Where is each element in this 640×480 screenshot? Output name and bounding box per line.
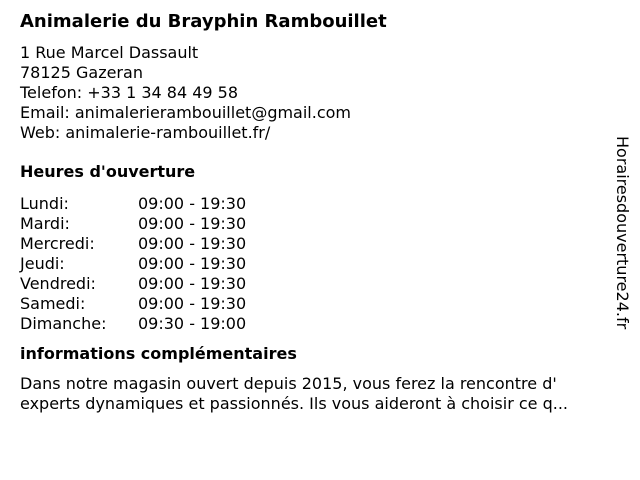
hours-row-mercredi [20,234,620,254]
hours-row-jeudi [20,254,620,274]
watermark-text: Horairesdouverture24.fr [613,136,632,330]
time-range: 09:30 - 19:00 [138,314,247,333]
day-label: Lundi: [20,194,69,213]
time-range: 09:00 - 19:30 [138,294,247,313]
shop-name: Animalerie du Brayphin Rambouillet [20,11,387,32]
hours-table [20,194,620,334]
hours-row-mardi [20,214,620,234]
hours-row-samedi [20,294,620,314]
contact-block [20,43,620,143]
day-label: Samedi: [20,294,86,313]
day-label: Mardi: [20,214,70,233]
hours-row-lundi [20,194,620,214]
day-label: Jeudi: [20,254,65,273]
time-range: 09:00 - 19:30 [138,214,247,233]
hours-row-dimanche [20,314,620,334]
info-text-line-2: experts dynamiques et passionnés. Ils vous aideront à choisir ce q... [20,394,568,413]
time-range: 09:00 - 19:30 [138,234,247,253]
address-street: 1 Rue Marcel Dassault [20,43,199,62]
day-label: Dimanche: [20,314,107,333]
time-range: 09:00 - 19:30 [138,194,247,213]
web-line: Web: animalerie-rambouillet.fr/ [20,123,271,142]
info-text-line-1: Dans notre magasin ouvert depuis 2015, vous ferez la rencontre d' [20,374,557,393]
hours-heading: Heures d'ouverture [20,162,196,181]
address-city: 78125 Gazeran [20,63,143,82]
phone-line: Telefon: +33 1 34 84 49 58 [20,83,239,102]
time-range: 09:00 - 19:30 [138,274,247,293]
day-label: Mercredi: [20,234,95,253]
time-range: 09:00 - 19:30 [138,254,247,273]
day-label: Vendredi: [20,274,96,293]
info-heading: informations complémentaires [20,344,297,363]
shop-card [20,10,620,414]
email-line: Email: animalerierambouillet@gmail.com [20,103,352,122]
hours-row-vendredi [20,274,620,294]
